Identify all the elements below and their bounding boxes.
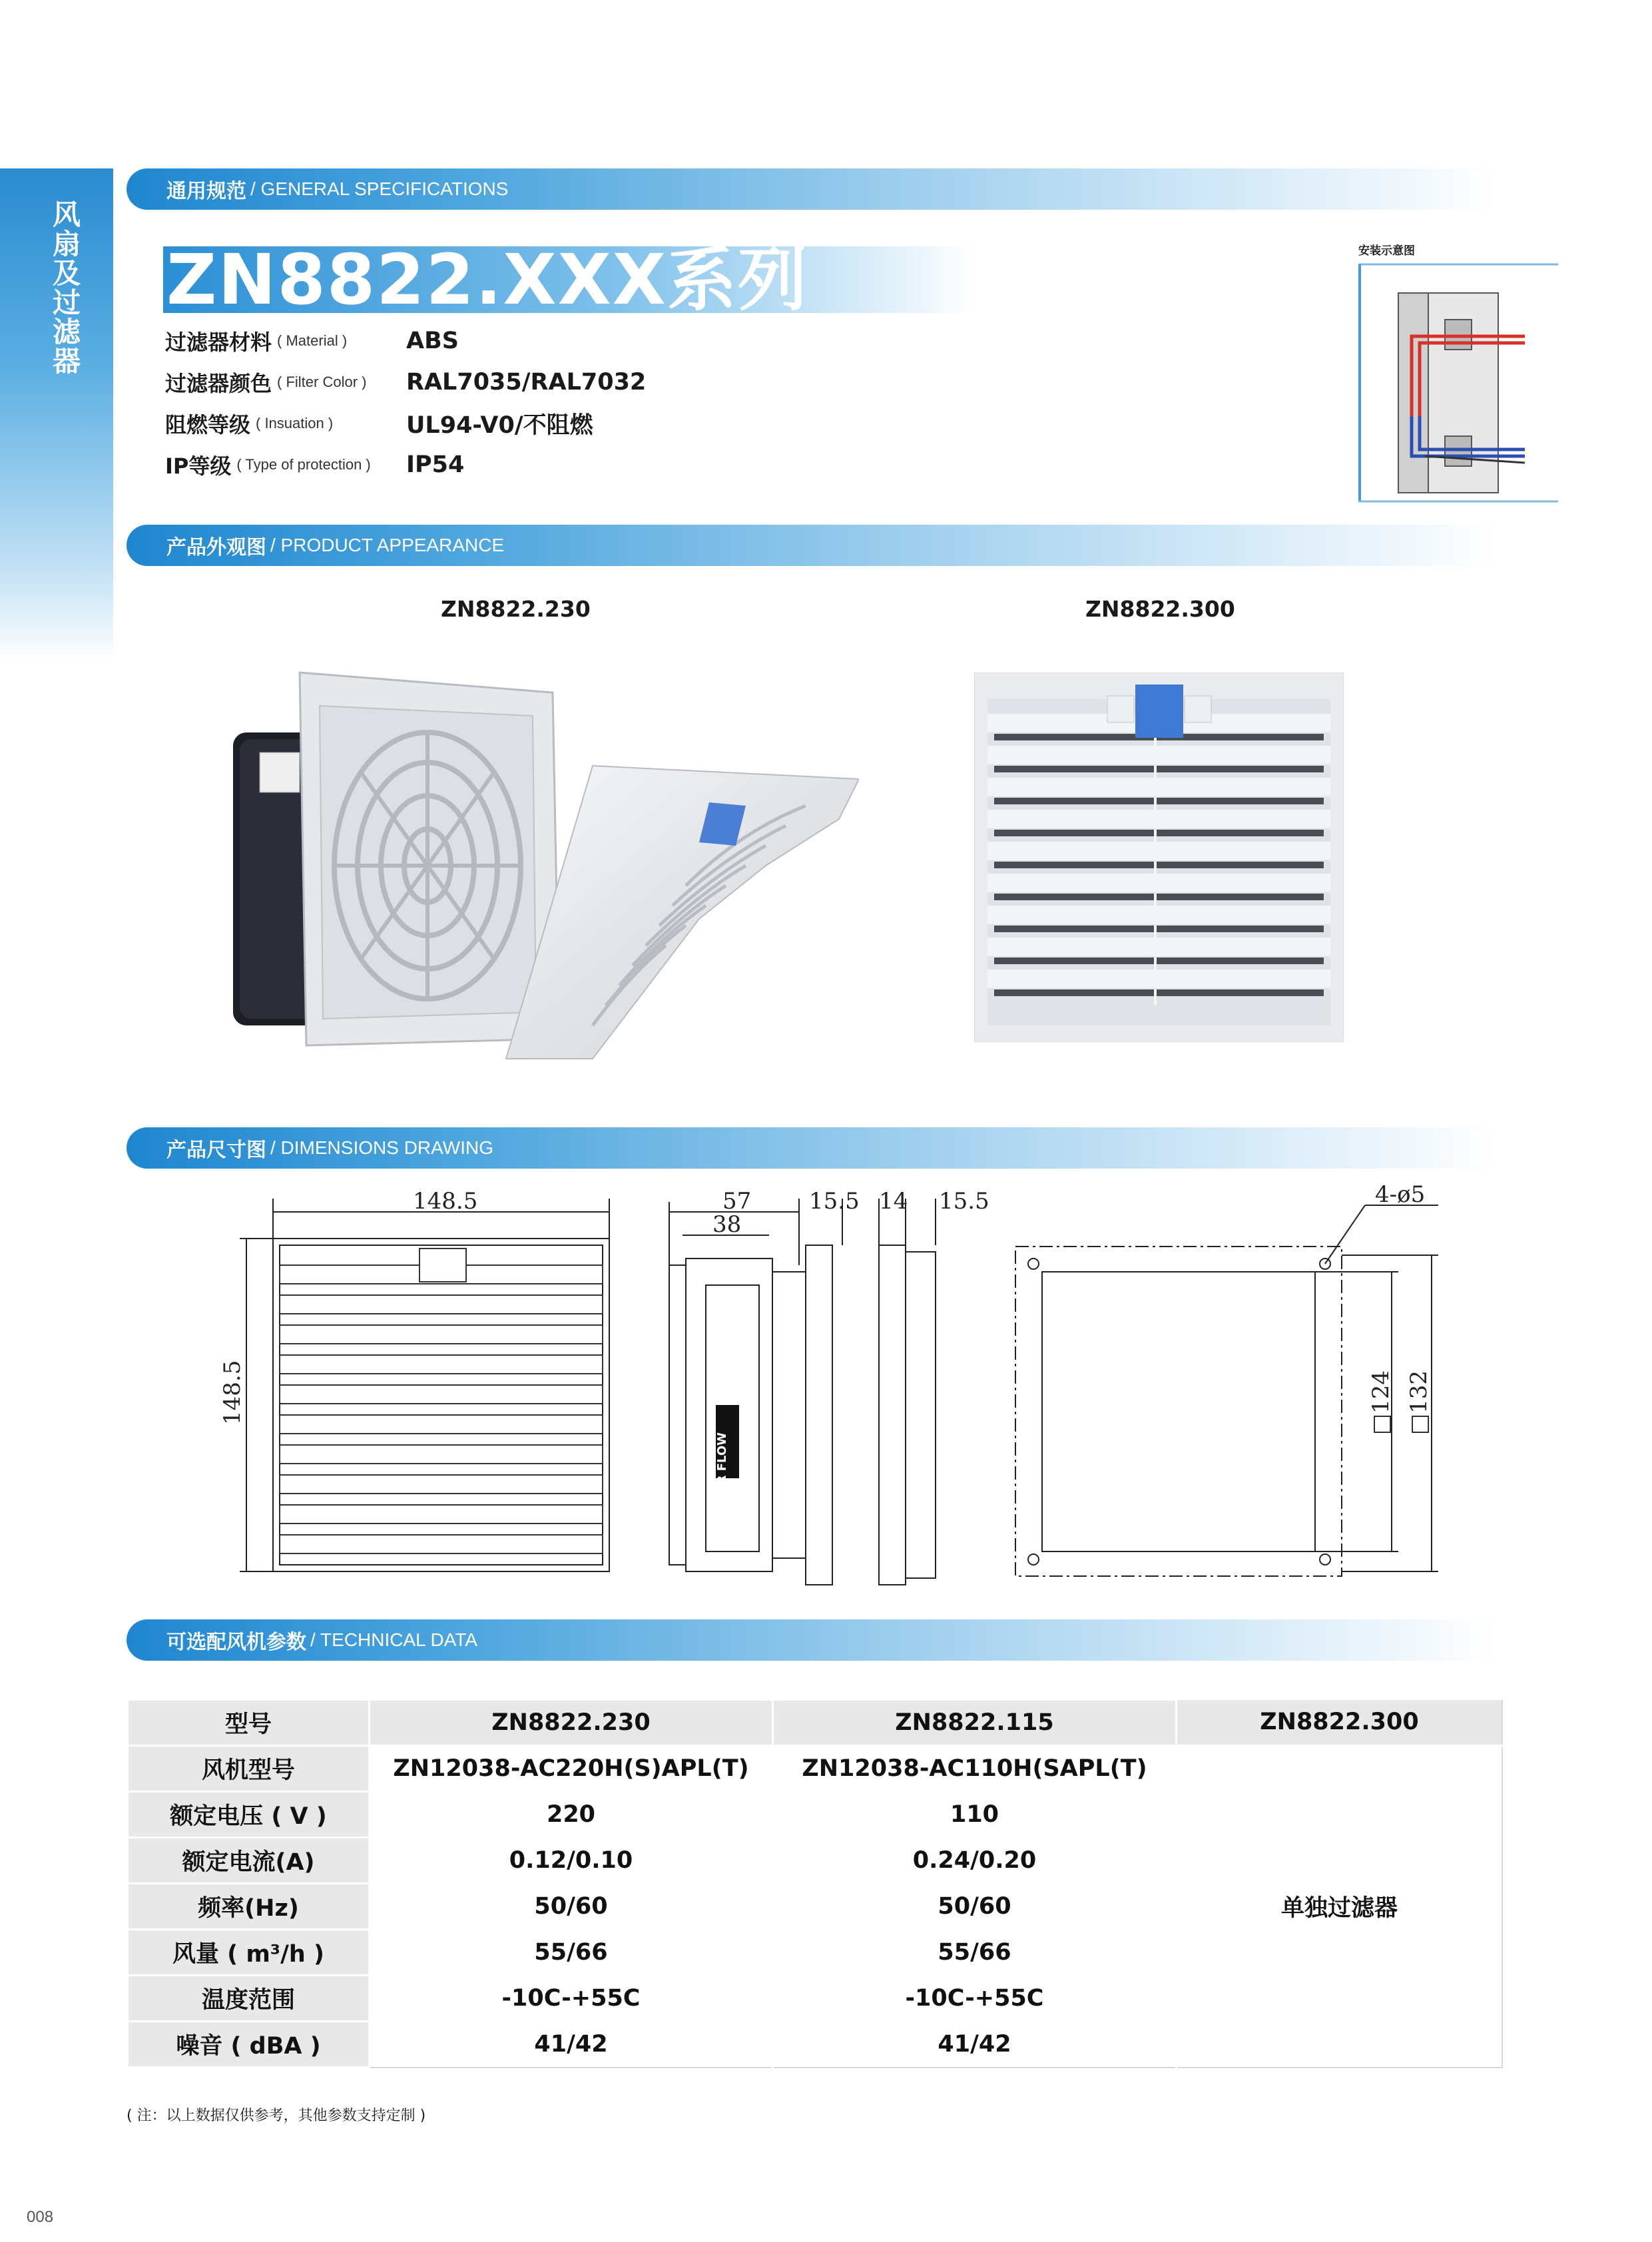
table-header-cell: 型号 <box>128 1700 370 1746</box>
technical-data-table <box>127 1699 1503 2068</box>
table-row-label: 风量 ( m³/h ) <box>128 1930 370 1976</box>
dim-d1: 15.5 <box>809 1188 860 1215</box>
table-header-cell: ZN8822.115 <box>773 1700 1177 1746</box>
section-title-cn: 产品尺寸图 <box>166 1139 266 1162</box>
dim-d2: 14 <box>879 1188 908 1215</box>
section-title-en: / GENERAL SPECIFICATIONS <box>250 178 509 199</box>
spec-label-cn: 过滤器材料 <box>165 330 272 355</box>
table-cell: 55/66 <box>773 1930 1177 1976</box>
table-cell: ZN12038-AC220H(S)APL(T) <box>370 1746 773 1792</box>
install-diagram <box>1358 263 1558 503</box>
table-row-label: 噪音 ( dBA ) <box>128 2022 370 2068</box>
dimensions-drawing <box>213 1185 1465 1598</box>
table-row-label: 额定电压 ( V ) <box>128 1792 370 1838</box>
series-title: ZN8822.XXX系列 <box>166 239 808 320</box>
spec-value: ABS <box>406 328 459 354</box>
table-cell: 50/60 <box>773 1884 1177 1930</box>
dim-holes: 4-ø5 <box>1375 1185 1426 1208</box>
spec-value: RAL7035/RAL7032 <box>406 369 647 396</box>
table-cell: 220 <box>370 1792 773 1838</box>
table-header-row <box>128 1700 1503 1746</box>
spec-label-en: ( Insuation ) <box>256 415 334 431</box>
dim-side-depth: 57 <box>722 1188 752 1215</box>
appearance-model-right: ZN8822.300 <box>1085 596 1235 622</box>
spec-label-cn: 过滤器颜色 <box>165 371 272 396</box>
dim-cut2: □132 <box>1406 1370 1432 1435</box>
table-merged-cell: 单独过滤器 <box>1177 1746 1503 2068</box>
section-title-en: / PRODUCT APPEARANCE <box>270 535 505 555</box>
spec-value: UL94-V0/不阻燃 <box>406 412 593 439</box>
product-photo-fan-filter <box>220 666 859 1065</box>
table-cell: ZN12038-AC110H(SAPL(T) <box>773 1746 1177 1792</box>
dim-cut1: □124 <box>1368 1370 1394 1435</box>
page-number: 008 <box>27 2208 54 2226</box>
dim-front-height: 148.5 <box>219 1360 246 1425</box>
dim-side-inner: 38 <box>712 1211 742 1238</box>
table-cell: 41/42 <box>773 2022 1177 2068</box>
section-dimensions-header <box>127 1127 1498 1169</box>
table-cell: -10C-+55C <box>773 1976 1177 2022</box>
table-cell: 110 <box>773 1792 1177 1838</box>
dim-front-width: 148.5 <box>413 1188 478 1215</box>
table-cell: -10C-+55C <box>370 1976 773 2022</box>
section-title-cn: 通用规范 <box>166 180 246 203</box>
spec-row-insulation <box>165 407 764 440</box>
table-cell: 0.24/0.20 <box>773 1838 1177 1884</box>
appearance-model-left: ZN8822.230 <box>441 596 591 622</box>
section-appearance-header <box>127 525 1498 566</box>
install-diagram-label: 安装示意图 <box>1358 244 1415 258</box>
table-row-label: 风机型号 <box>128 1746 370 1792</box>
spec-label-en: ( Filter Color ) <box>277 374 367 390</box>
table-cell: 0.12/0.10 <box>370 1838 773 1884</box>
spec-value: IP54 <box>406 451 465 478</box>
airflow-label: AIR FLOW <box>715 1432 729 1498</box>
section-general-header <box>127 168 1498 210</box>
table-row-label: 频率(Hz) <box>128 1884 370 1930</box>
product-photo-filter-front <box>974 673 1344 1042</box>
spec-label-cn: IP等级 <box>165 453 232 479</box>
section-title-en: / TECHNICAL DATA <box>310 1629 478 1650</box>
side-tab-label: 风扇及过滤器 <box>49 200 81 376</box>
table-cell: 50/60 <box>370 1884 773 1930</box>
spec-label-cn: 阻燃等级 <box>165 412 251 437</box>
table-header-cell: ZN8822.300 <box>1177 1700 1503 1746</box>
table-row <box>128 1746 1503 1792</box>
table-row-label: 温度范围 <box>128 1976 370 2022</box>
section-technical-header <box>127 1619 1498 1661</box>
section-title-en: / DIMENSIONS DRAWING <box>270 1137 493 1158</box>
section-title-cn: 可选配风机参数 <box>166 1631 306 1654</box>
spec-row-ip <box>165 448 764 481</box>
spec-label-en: ( Type of protection ) <box>236 456 371 473</box>
spec-row-material <box>165 324 764 358</box>
dim-d3: 15.5 <box>939 1188 989 1215</box>
spec-row-color <box>165 366 764 399</box>
section-title-cn: 产品外观图 <box>166 536 266 559</box>
table-cell: 41/42 <box>370 2022 773 2068</box>
table-row-label: 额定电流(A) <box>128 1838 370 1884</box>
footnote: ( 注：以上数据仅供参考，其他参数支持定制 ) <box>127 2107 426 2124</box>
table-header-cell: ZN8822.230 <box>370 1700 773 1746</box>
spec-label-en: ( Material ) <box>277 332 348 349</box>
table-cell: 55/66 <box>370 1930 773 1976</box>
